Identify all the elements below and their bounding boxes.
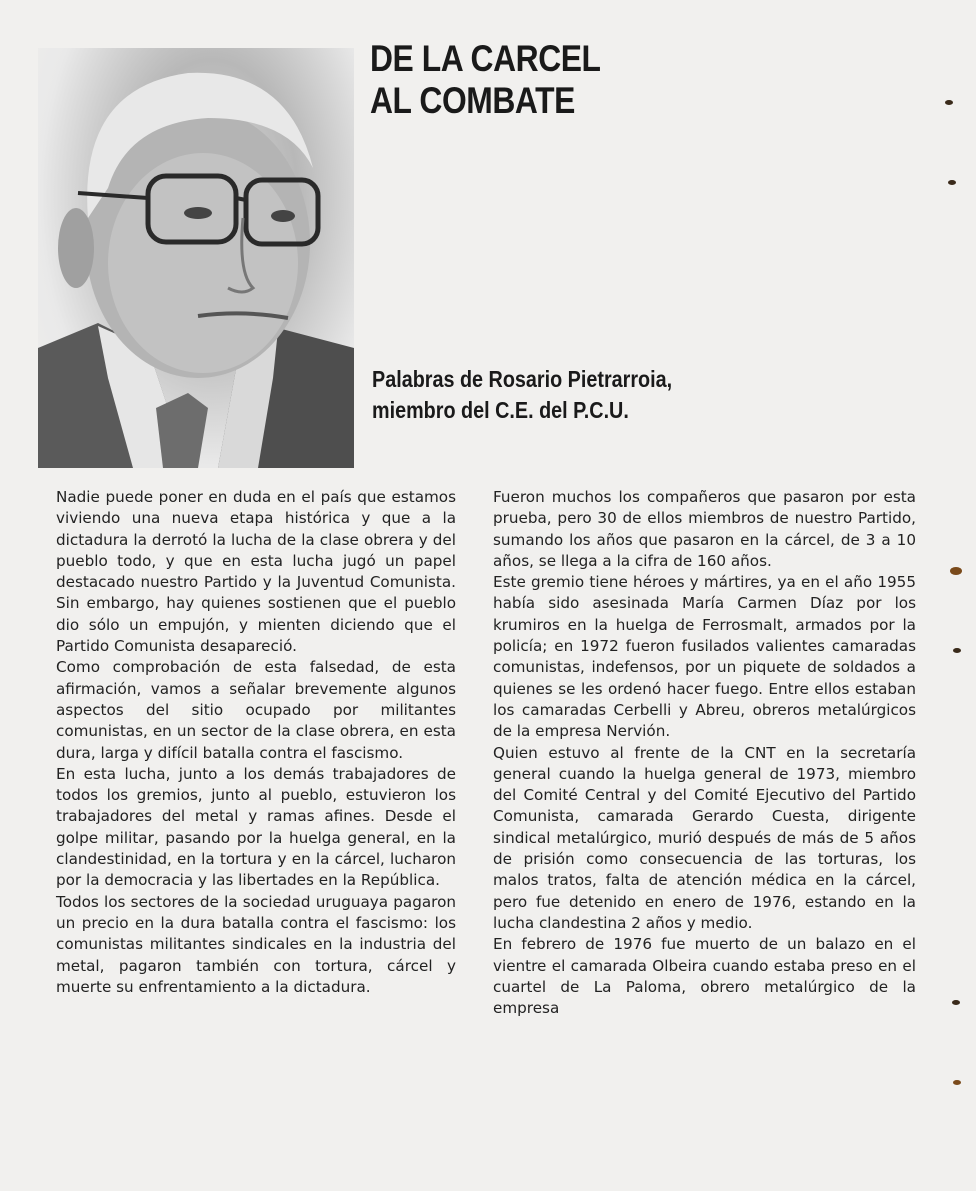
paragraph: Quien estuvo al frente de la CNT en la secretaría general cuando la huelga general de 1973, miembro del Comité Central y del Comité Ejecutivo del Partido Comunista, camarada Gerardo Cuesta, dirigente sindical metalúrgico, murió después de más de 5 años de prisión como consecuencia de las torturas, los malos tratos, falta de atención médica en la cárcel, pero fue detenido en enero de 1976, estando en la lucha clandestina 2 años y medio. xyxy=(493,743,916,932)
subtitle-line-2: miembro del C.E. del P.C.U. xyxy=(372,397,629,423)
margin-speck xyxy=(945,100,953,105)
title-line-2: AL COMBATE xyxy=(370,80,575,121)
left-column xyxy=(56,487,456,998)
article-title xyxy=(370,38,601,122)
subtitle-line-1: Palabras de Rosario Pietrarroia, xyxy=(372,366,673,392)
margin-speck xyxy=(948,180,956,185)
paragraph: Fueron muchos los compañeros que pasaron por esta prueba, pero 30 de ellos miembros de nuestro Partido, sumando los años que pasaron en la cárcel, de 3 a 10 años, se llega a la cifra de 160 años. xyxy=(493,488,916,570)
portrait-photo xyxy=(38,48,354,468)
margin-speck xyxy=(952,1000,960,1005)
margin-speck xyxy=(953,1080,961,1085)
paragraph: Todos los sectores de la sociedad uruguaya pagaron un precio en la dura batalla contra el fascismo: los comunistas militantes sindicales en la industria del metal, pagaron también con tortura, cárcel y muerte su enfrentamiento a la dictadura. xyxy=(56,892,456,996)
paragraph: En febrero de 1976 fue muerto de un balazo en el vientre el camarada Olbeira cuando estaba preso en el cuartel de La Paloma, obrero metalúrgico de la empresa xyxy=(493,935,916,1018)
title-line-1: DE LA CARCEL xyxy=(370,38,601,79)
margin-speck xyxy=(953,648,961,653)
right-column xyxy=(493,487,916,1019)
paragraph: En esta lucha, junto a los demás trabajadores de todos los gremios, junto al pueblo, estuvieron los trabajadores del metal y ramas afines. Desde el golpe militar, pasando por la huelga general, en la clandestinidad, en la tortura y en la cárcel, lucharon por la democracia y las libertades en la República. xyxy=(56,764,456,890)
paragraph: Como comprobación de esta falsedad, de esta afirmación, vamos a señalar brevemente algunos aspectos del sitio ocupado por militantes comunistas, en un sector de la clase obrera, en esta dura, larga y difícil batalla contra el fascismo. xyxy=(56,658,456,762)
margin-speck xyxy=(950,567,962,575)
article-subtitle xyxy=(372,364,672,426)
paragraph: Nadie puede poner en duda en el país que estamos viviendo una nueva etapa histórica y que a la dictadura la derrotó la lucha de la clase obrera y del pueblo todo, y que en esta lucha jugó un papel destacado nuestro Partido y la Juventud Comunista. Sin embargo, hay quienes sostienen que el pueblo dio sólo un empujón, y mienten diciendo que el Partido Comunista desapareció. xyxy=(56,488,456,656)
paragraph: Este gremio tiene héroes y mártires, ya en el año 1955 había sido asesinada María Carmen Díaz por los krumiros en la huelga de Ferrosmalt, armados por la policía; en 1972 fueron fusilados valientes camaradas comunistas, indefensos, por un piquete de soldados a quienes se les ordenó hacer fuego. Entre ellos estaban los camaradas Cerbelli y Abreu, obreros metalúrgicos de la empresa Nervión. xyxy=(493,573,916,741)
